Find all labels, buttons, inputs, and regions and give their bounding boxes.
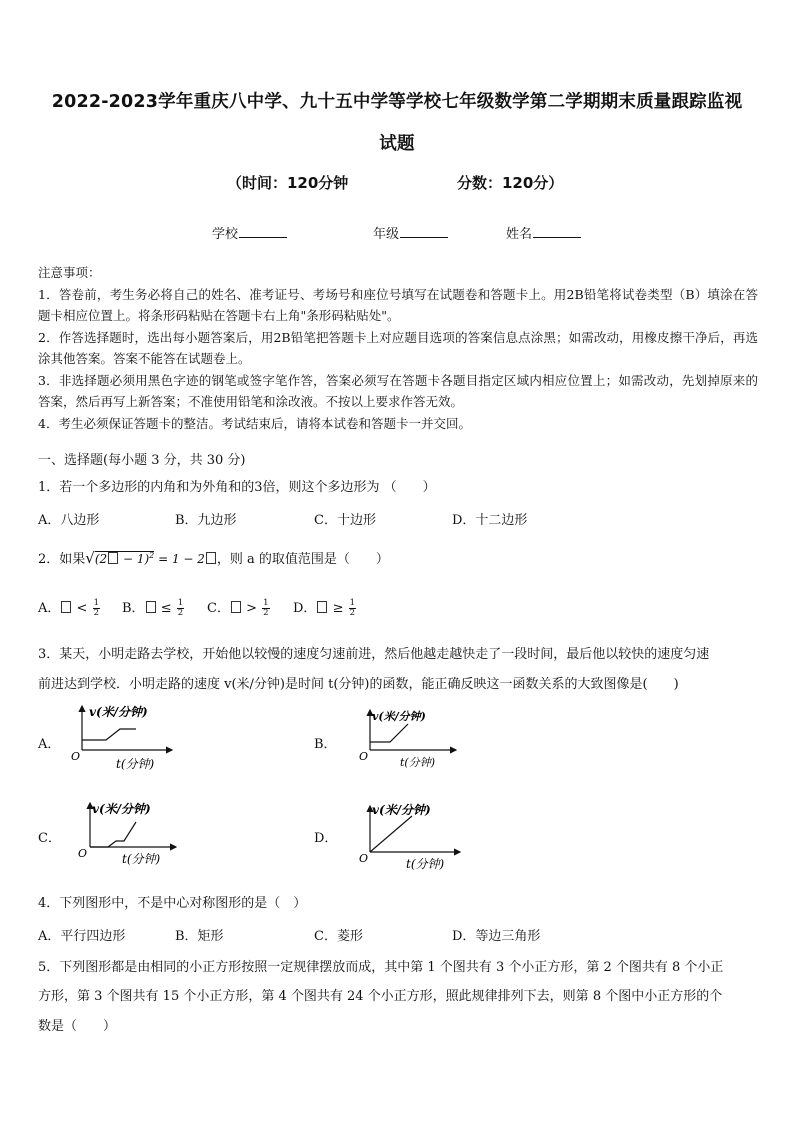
q1-option-d: D．十二边形: [452, 513, 528, 528]
y-axis-label: v(米/分钟): [372, 803, 431, 817]
grade-blank: [400, 224, 448, 238]
q1-option-c: C．十边形: [314, 513, 376, 528]
notice-heading: 注意事项：: [38, 265, 101, 280]
section-heading: 一、选择题(每小题 3 分，共 30 分): [38, 453, 246, 468]
origin-label: O: [359, 852, 369, 865]
q2-option-a: A． < $\frac{1}{2}$: [38, 598, 99, 618]
q3-option-a: A．: [38, 737, 61, 752]
x-axis-label: t(分钟): [406, 857, 445, 871]
q5-line3: 数是（ ）: [38, 1019, 117, 1034]
grade-label: 年级: [373, 227, 400, 242]
q1-option-b: B．九边形: [175, 513, 237, 528]
q3-graph-c: [76, 797, 186, 872]
school-field: [212, 223, 287, 242]
q3-graph-d: [356, 800, 471, 875]
x-axis-label: t(分钟): [122, 852, 161, 866]
notice-item-3: 3．非选择题必须用黑色字迹的钢笔或签字笔作答，答案必须写在答题卡各题目指定区域内相应位置上；如需改动，先划掉原来的答案，然后再写上新答案；不准使用铅笔和涂改液。不按以上要求作答无效。: [38, 372, 758, 409]
school-blank: [239, 224, 287, 238]
name-field: [506, 223, 581, 242]
y-axis-label: v(米/分钟): [89, 705, 148, 719]
exam-score: 分数：120分）: [457, 174, 564, 192]
exam-title-line2: 试题: [379, 134, 415, 154]
q1-option-a: A．八边形: [38, 513, 100, 528]
notice-item-4: 4．考生必须保证答题卡的整洁。考试结束后，请将本试卷和答题卡一并交回。: [38, 415, 471, 431]
variable-box: [206, 552, 216, 564]
q1-text: 1．若一个多边形的内角和为外角和的3倍，则这个多边形为 （ ）: [38, 480, 436, 495]
q5-line1: 5．下列图形都是由相同的小正方形按照一定规律摆放而成，其中第 1 个图共有 3 个小正方形，第 2 个图共有 8 个小正: [38, 960, 724, 975]
q3-graph-b: [356, 706, 466, 781]
name-label: 姓名: [506, 227, 533, 242]
exam-title-line1: 2022-2023学年重庆八中学、九十五中学等学校七年级数学第二学期期末质量跟踪监视: [51, 92, 743, 112]
origin-label: O: [359, 750, 369, 763]
graph-line: [370, 816, 412, 852]
q4-option-b: B．矩形: [175, 929, 224, 944]
x-axis-label: t(分钟): [400, 756, 436, 769]
notice-block: [38, 262, 758, 434]
q2-text: 2．如果$√(2 - 1)^2 = 1 - 2$ ，则 a 的取值范围是（ ）: [38, 549, 389, 567]
q3-option-d: D．: [314, 831, 338, 846]
grade-field: [373, 223, 448, 242]
notice-item-1: 1．答卷前，考生务必将自己的姓名、准考证号、考场号和座位号填写在试题卷和答题卡上。用2B铅笔将试卷类型（B）填涂在答题卡相应位置上。将条形码粘贴在答题卡右上角"条形码粘贴处"。: [38, 286, 758, 323]
q3-line2: 前进达到学校．小明走路的速度 v(米/分钟)是时间 t(分钟)的函数，能正确反映这一函数关系的大致图像是( ): [38, 677, 679, 692]
q2-option-c: C． > $\frac{1}{2}$: [207, 598, 269, 618]
graph-line: [90, 822, 136, 847]
q3-graph-a: [68, 700, 178, 775]
q5-line2: 方形，第 3 个图共有 15 个小正方形，第 4 个图共有 24 个小正方形，照此规律排列下去，则第 8 个图中小正方形的个: [38, 989, 723, 1004]
graph-line: [82, 729, 136, 740]
q3-line1: 3．某天，小明走路去学校，开始他以较慢的速度匀速前进，然后他越走越快走了一段时间，最后他以较快的速度匀速: [38, 647, 710, 662]
exam-time: （时间：120分钟: [227, 174, 349, 192]
origin-label: O: [71, 750, 81, 763]
q3-option-b: B．: [314, 737, 337, 752]
school-label: 学校: [212, 227, 239, 242]
variable-box: [108, 552, 118, 564]
origin-label: O: [78, 847, 88, 860]
q2-option-b: B． ≤ $\frac{1}{2}$: [122, 598, 184, 618]
q4-option-a: A．平行四边形: [38, 929, 126, 944]
y-axis-label: v(米/分钟): [372, 710, 426, 723]
graph-line: [370, 724, 408, 742]
q4-option-c: C．菱形: [314, 929, 363, 944]
q4-option-d: D．等边三角形: [452, 929, 541, 944]
q4-text: 4．下列图形中，不是中心对称图形的是（ ）: [38, 896, 307, 911]
notice-item-2: 2．作答选择题时，选出每小题答案后，用2B铅笔把答题卡上对应题目选项的答案信息点涂黑；如需改动，用橡皮擦干净后，再选涂其他答案。答案不能答在试题卷上。: [38, 329, 758, 366]
x-axis-label: t(分钟): [116, 757, 155, 771]
y-axis-label: v(米/分钟): [92, 802, 151, 816]
name-blank: [533, 224, 581, 238]
q2-option-d: D． ≥ $\frac{1}{2}$: [293, 598, 356, 618]
q3-option-c: C．: [38, 831, 61, 846]
